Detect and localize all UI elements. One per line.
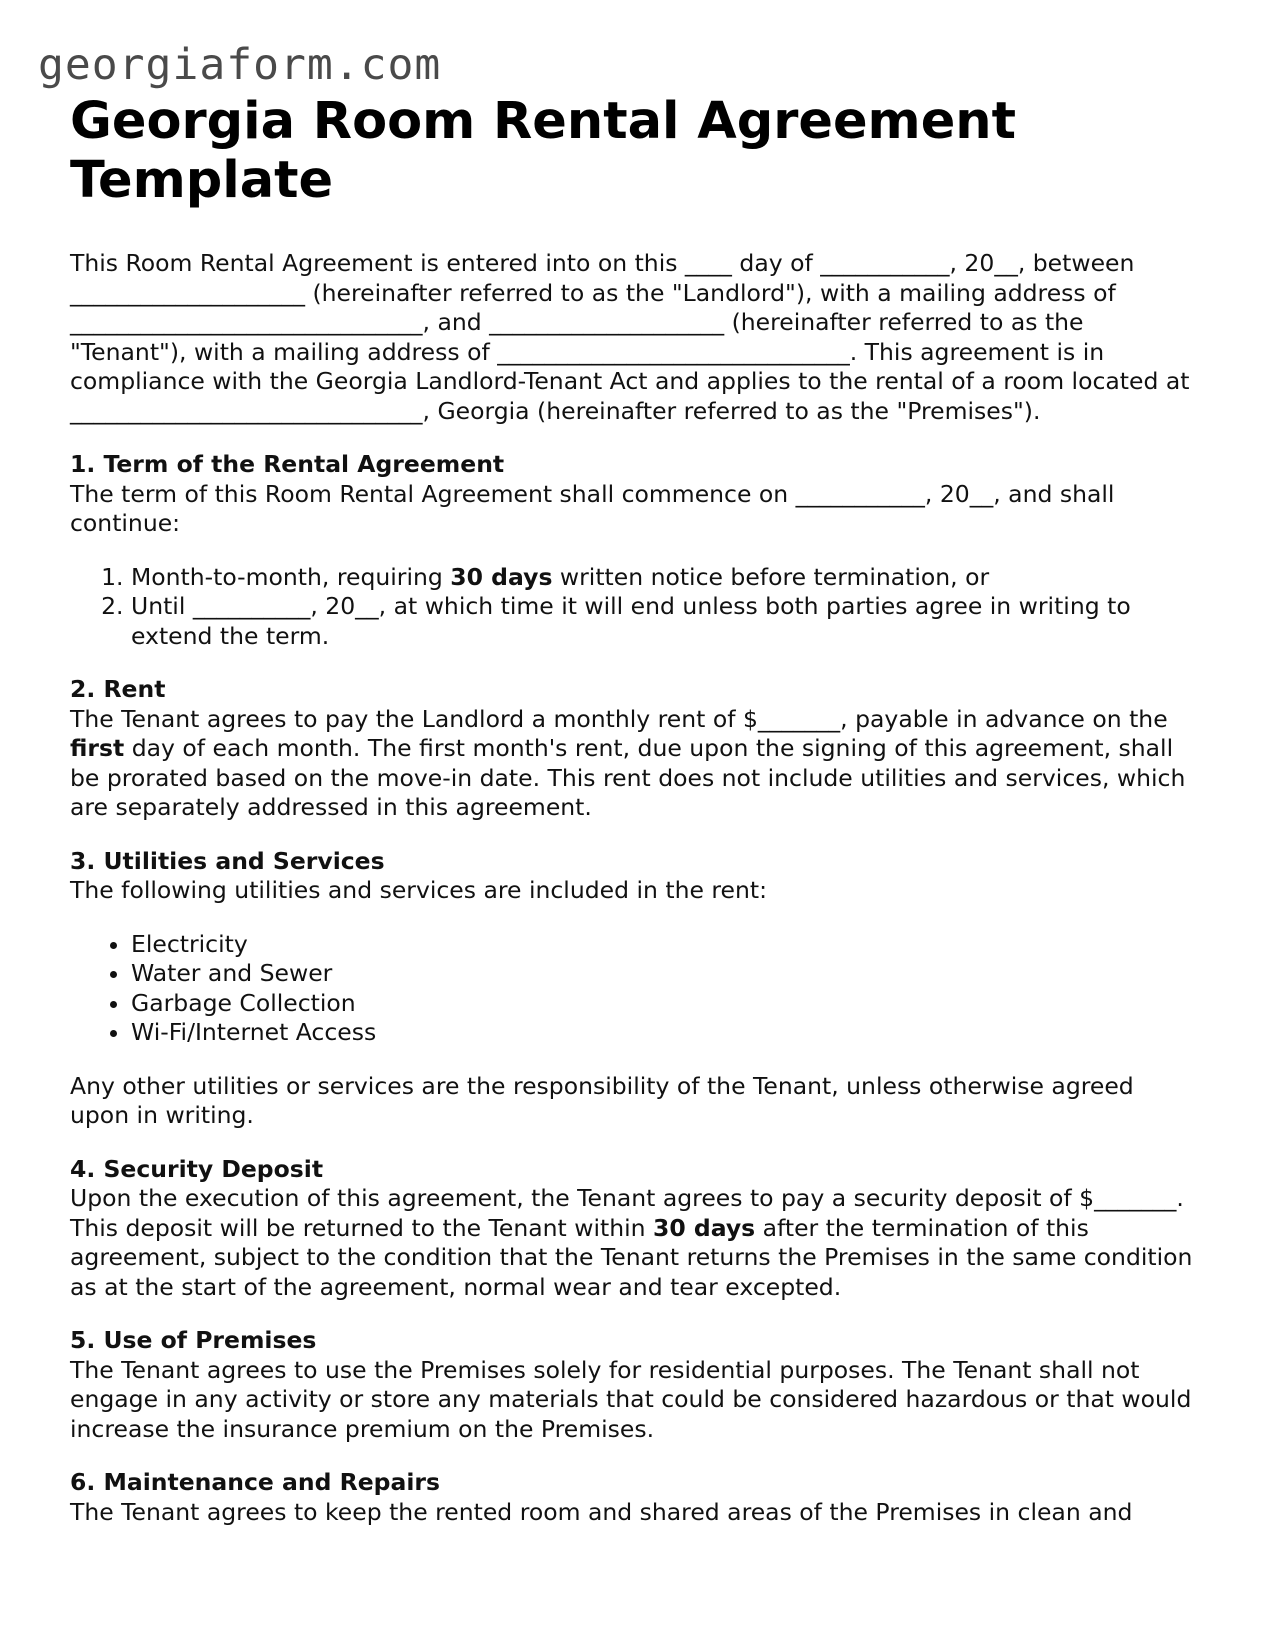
list-item: • Water and Sewer — [131, 959, 1200, 989]
section-maintenance — [70, 1468, 1200, 1527]
section-body: Upon the execution of this agreement, the Tenant agrees to pay a security deposit of $_______. This deposit will be returned to the Tenant within 30 days after the termination of this agreement, subject to the condition that the Tenant returns the Premises in the same condition as at the start of the agreement, normal wear and tear excepted. — [70, 1184, 1193, 1301]
list-item: • Wi-Fi/Internet Access — [131, 1018, 1200, 1048]
section-heading: 1. Term of the Rental Agreement — [70, 450, 505, 478]
utilities-list — [70, 930, 1200, 1048]
page-title: Georgia Room Rental Agreement Template — [70, 92, 1016, 210]
section-term — [70, 450, 1200, 651]
section-body: The term of this Room Rental Agreement shall commence on ___________, 20__, and shall continue: — [70, 479, 1115, 537]
intro-paragraph: This Room Rental Agreement is entered into on this ____ day of ___________, 20__, between ____________________ (hereinafter referred to as the "Landlord"), with a mailing address of ______________________________, and ____________________ (hereinafter referred to as the "Tenant"), with a mailing address of ______________________________. This agreement is in compliance with the Georgia Landlord-Tenant Act and applies to the rental of a room located at ______________________________, Georgia (hereinafter referred to as the "Premises"). — [70, 249, 1190, 425]
section-heading: 4. Security Deposit — [70, 1154, 324, 1183]
list-item: 2. Until __________, 20__, at which time it will end unless both parties agree in writing to extend the term. — [131, 592, 1200, 651]
section-body: The following utilities and services are included in the rent: — [70, 876, 768, 904]
section-use — [70, 1326, 1200, 1444]
list-item: 1. Month-to-month, requiring 30 days written notice before termination, or — [131, 563, 1200, 593]
section-body: The Tenant agrees to pay the Landlord a monthly rent of $_______, payable in advance on the first day of each month. The first month's rent, due upon the signing of this agreement, shall be prorated based on the move-in date. This rent does not include utilities and services, which are separately addressed in this agreement. — [70, 704, 1186, 821]
section-body: The Tenant agrees to keep the rented room and shared areas of the Premises in clean and — [70, 1497, 1133, 1526]
list-item: • Garbage Collection — [131, 989, 1200, 1019]
section-heading: 6. Maintenance and Repairs — [70, 1468, 440, 1496]
section-heading: 5. Use of Premises — [70, 1326, 317, 1354]
section-heading: 3. Utilities and Services — [70, 846, 385, 875]
section-utilities — [70, 847, 1200, 1131]
section-body: The Tenant agrees to use the Premises solely for residential purposes. The Tenant shall not engage in any activity or store any materials that could be considered hazardous or that would increase the insurance premium on the Premises. — [70, 1355, 1192, 1443]
section-footer: Any other utilities or services are the responsibility of the Tenant, unless otherwise agreed upon in writing. — [70, 1071, 1134, 1129]
section-deposit — [70, 1155, 1200, 1303]
list-item: • Electricity — [131, 930, 1200, 960]
term-options-list — [70, 563, 1200, 652]
section-rent — [70, 675, 1200, 823]
document-body — [70, 92, 1200, 1527]
watermark-text: georgiaform.com — [38, 40, 442, 90]
section-heading: 2. Rent — [70, 675, 166, 703]
